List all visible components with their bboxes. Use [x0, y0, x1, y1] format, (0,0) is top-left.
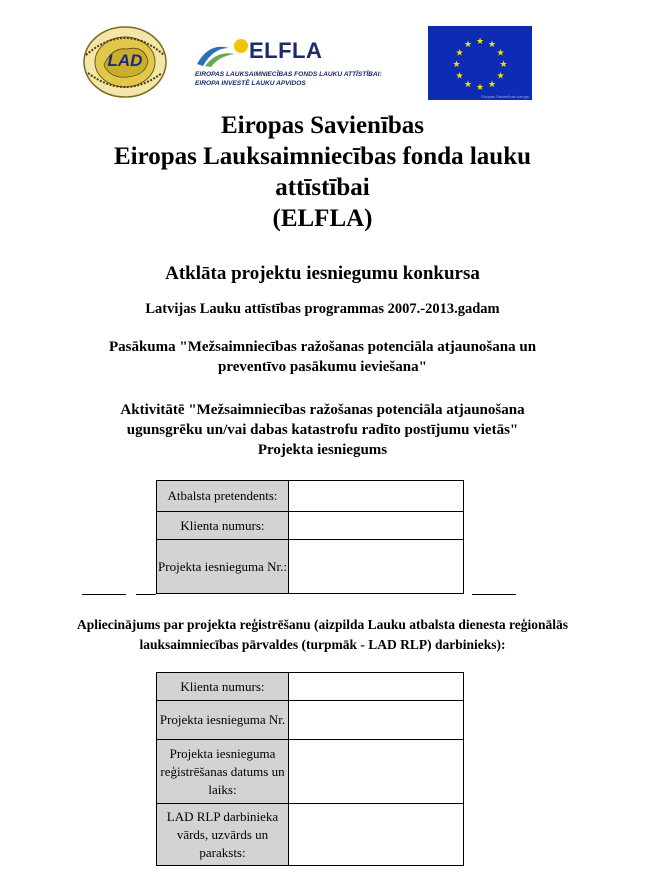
reg-datetime-label: [157, 740, 289, 804]
svg-text:★: ★: [475, 83, 485, 93]
employee-field[interactable]: [289, 804, 464, 866]
svg-text:★: ★: [463, 40, 473, 50]
applicant-label: Atbalsta pretendents:: [157, 481, 289, 512]
contest-title: Atklāta projektu iesniegumu konkursa: [165, 263, 480, 284]
svg-text:★: ★: [452, 60, 461, 70]
lad-logo: [82, 25, 168, 99]
elfla-name: ELFLA: [249, 38, 323, 63]
activity-title: [0, 400, 645, 460]
confirmation-text: [0, 615, 645, 655]
registration-table: [156, 672, 464, 866]
employee-line3: paraksts:: [199, 844, 246, 860]
confirmation-line2: lauksaimniecības pārvaldes (turpmāk - LAD RLP) darbinieks):: [139, 637, 506, 652]
left-underline: [82, 594, 126, 595]
confirmation-line1: Apliecinājums par projekta reģistrēšanu (aizpilda Lauku atbalsta dienesta reģionālās: [76, 617, 569, 632]
employee-line2: vārds, uzvārds un: [176, 826, 269, 842]
elfla-logo: [195, 36, 405, 98]
applicant-field[interactable]: [289, 481, 464, 512]
elfla-tagline-line2: EIROPA INVESTĒ LAUKU APVIDOS: [195, 80, 306, 87]
svg-text:★: ★: [455, 71, 464, 82]
svg-text:★: ★: [496, 48, 505, 59]
elfla-tagline: [195, 70, 382, 88]
programme-title: Latvijas Lauku attīstības programmas 2007.-2013.gadam: [145, 301, 500, 317]
svg-text:★: ★: [487, 80, 497, 90]
reg-datetime-field[interactable]: [289, 740, 464, 804]
title-line4: (ELFLA): [272, 205, 373, 232]
svg-text:★: ★: [463, 80, 473, 90]
svg-text:★: ★: [496, 71, 505, 82]
applicant-table: [156, 480, 464, 594]
reg-datetime-line2: reģistrēšanas datums un: [160, 763, 285, 779]
left-underline-short: [136, 594, 156, 595]
eu-stars-icon: [428, 26, 532, 100]
svg-text:★: ★: [487, 40, 497, 50]
measure-title: [0, 337, 645, 377]
project-no-label: Projekta iesnieguma Nr.:: [157, 540, 289, 594]
title-line1: Eiropas Savienības: [220, 112, 425, 139]
title-line3: attīstībai: [275, 174, 370, 201]
project-no-field[interactable]: [289, 540, 464, 594]
reg-project-no-label: Projekta iesnieguma Nr.: [157, 701, 289, 740]
reg-client-number-label: Klienta numurs:: [157, 673, 289, 701]
activity-line2: ugunsgrēku un/vai dabas katastrofu radīto postījumu vietās": [126, 422, 519, 438]
activity-line1: Aktivitātē "Mežsaimniecības ražošanas potenciāla atjaunošana: [120, 402, 525, 418]
reg-client-number-field[interactable]: [289, 673, 464, 701]
elfla-swoosh-icon: [195, 36, 251, 68]
svg-text:★: ★: [475, 37, 485, 47]
lad-logo-text: LAD: [107, 51, 143, 70]
reg-datetime-line1: Projekta iesnieguma: [169, 745, 276, 761]
measure-line2: preventīvo pasākumu ieviešana": [218, 359, 427, 375]
svg-text:★: ★: [499, 60, 508, 70]
client-number-label: Klienta numurs:: [157, 512, 289, 540]
employee-line1: LAD RLP darbinieka: [166, 808, 279, 824]
eu-flag-note: Eiropas Savienības karogs: [481, 94, 529, 99]
reg-datetime-line3: laiks:: [208, 781, 237, 797]
eu-flag: [428, 26, 532, 100]
page-title: [0, 110, 645, 234]
right-underline: [472, 594, 516, 595]
svg-text:★: ★: [455, 48, 464, 59]
measure-line1: Pasākuma "Mežsaimniecības ražošanas potenciāla atjaunošana un: [108, 339, 537, 355]
client-number-field[interactable]: [289, 512, 464, 540]
employee-label: [157, 804, 289, 866]
reg-project-no-field[interactable]: [289, 701, 464, 740]
activity-line3: Projekta iesniegums: [257, 442, 388, 458]
elfla-tagline-line1: EIROPAS LAUKSAIMNIECĪBAS FONDS LAUKU ATTĪSTĪBAI:: [195, 71, 382, 78]
title-line2: Eiropas Lauksaimniecības fonda lauku: [113, 143, 532, 170]
